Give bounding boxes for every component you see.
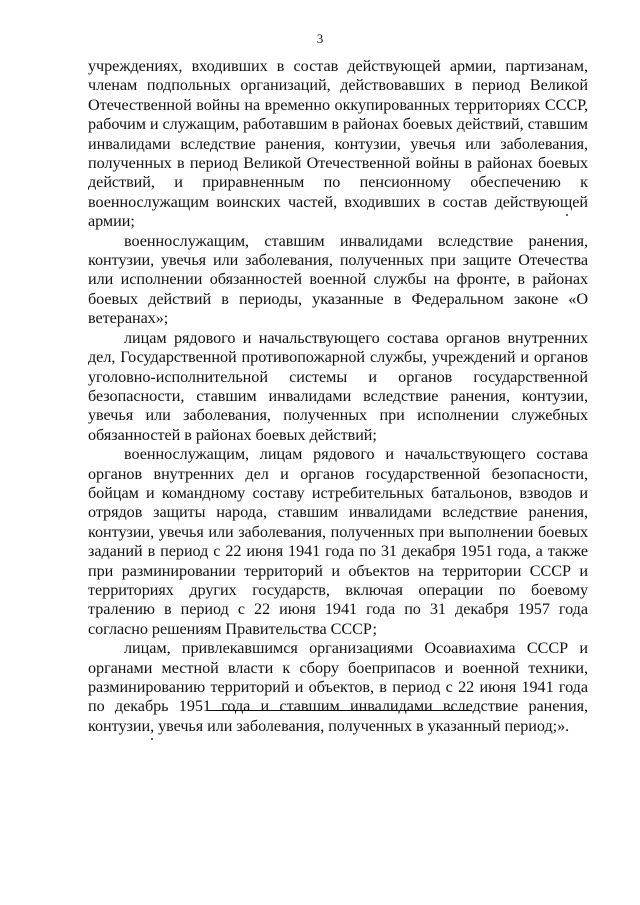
paragraph-servicemen: военнослужащим, ставшим инвалидами вследствие ранения, контузии, увечья или заболевания, полученных при защите Отечества или исполнении обязанностей военной службы на фронте, в районах боевых действий в периоды, указанные в Федеральном законе «О ветеранах»; xyxy=(88,231,588,328)
paragraph-continuation: учреждениях, входивших в состав действующей армии, партизанам, членам подпольных организаций, действовавших в период Великой Отечественной войны на временно оккупированных территориях СССР, рабочим и служащим, работавшим в районах боевых действий, ставшим инвалидами вследствие ранения, контузии, увечья или заболевания, полученных в период Великой Отечественной войны в районах боевых действий, и приравненным по пенсионному обеспечению к военнослужащим воинских частей, входивших в состав действующей армии; xyxy=(88,57,588,231)
paragraph-internal-affairs: лицам рядового и начальствующего состава органов внутренних дел, Государственной противопожарной службы, учреждений и органов уголовно-исполнительной системы и органов государственной безопасности, ставшим инвалидами вследствие ранения, контузии, увечья или заболевания, полученных при исполнении служебных обязанностей в районах боевых действий; xyxy=(88,328,588,444)
end-divider-line xyxy=(208,710,472,711)
page-number: 3 xyxy=(316,31,324,46)
paragraph-combat-tasks: военнослужащим, лицам рядового и начальствующего состава органов внутренних дел и органов государственной безопасности, бойцам и командному составу истребительных батальонов, взводов и отрядов защиты народа, ставшим инвалидами вследствие ранения, контузии, увечья или заболевания, полученных при выполнении боевых заданий в период с 22 июня 1941 года по 31 декабря 1951 года, а также при разминировании территорий и объектов на территории СССР и территориях других государств, включая операции по боевому тралению в период с 22 июня 1941 года по 31 декабря 1957 года согласно решениям Правительства СССР; xyxy=(88,445,588,638)
scan-speck xyxy=(151,738,153,740)
paragraph-osoaviakhim: лицам, привлекавшимся организациями Осоавиахима СССР и органами местной власти к сбору боеприпасов и военной техники, разминированию территорий и объектов, в период с 22 июня 1941 года по декабрь 1951 года и ставшим инвалидами вследствие ранения, контузии, увечья или заболевания, полученных в указанный период;». xyxy=(88,639,588,735)
document-body xyxy=(88,57,588,736)
scan-speck xyxy=(566,214,568,216)
